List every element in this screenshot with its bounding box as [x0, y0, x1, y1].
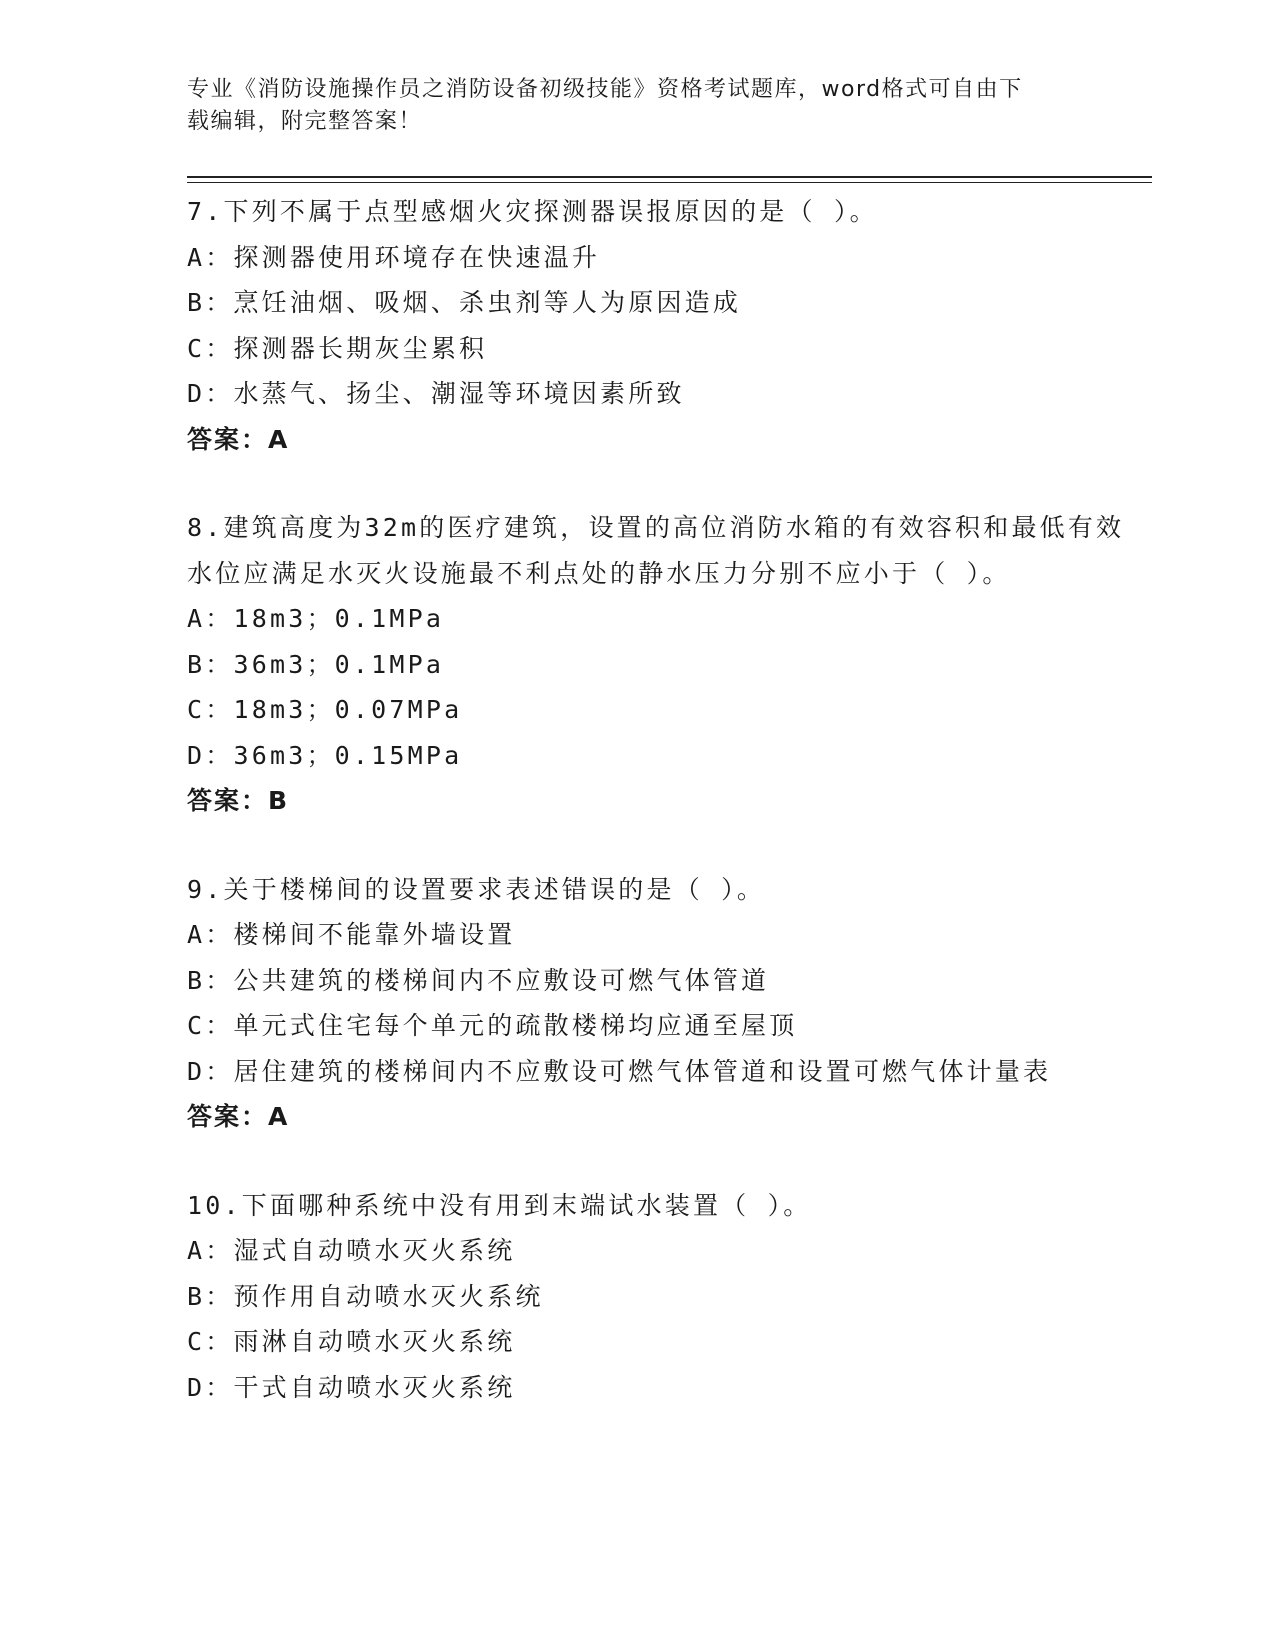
option-d: D：干式自动喷水灭火系统: [187, 1372, 516, 1402]
option-b: B：36m3；0.1MPa: [187, 649, 445, 679]
question-stem: 10.下面哪种系统中没有用到末端试水装置（ ）。: [187, 1190, 812, 1220]
option-c: C：雨淋自动喷水灭火系统: [187, 1327, 516, 1356]
question-spacer: [187, 824, 1127, 867]
question-10: [187, 1183, 1127, 1411]
header-divider-thick: [187, 176, 1152, 178]
question-stem: 7.下列不属于点型感烟火灾探测器误报原因的是（ ）。: [187, 197, 878, 226]
option-c: C：18m3；0.07MPa: [187, 695, 463, 724]
option-b: B：烹饪油烟、吸烟、杀虫剂等人为原因造成: [187, 288, 742, 317]
question-stem: 8.建筑高度为32m的医疗建筑，设置的高位消防水箱的有效容积和最低有效水位应满足水灭火设施最不利点处的静水压力分别不应小于（ ）。: [187, 513, 1125, 588]
question-spacer: [187, 462, 1127, 505]
option-a: A：湿式自动喷水灭火系统: [187, 1236, 516, 1265]
question-stem: 9.关于楼梯间的设置要求表述错误的是（ ）。: [187, 874, 766, 904]
document-header: [187, 74, 1067, 138]
option-a: A：18m3；0.1MPa: [187, 604, 445, 633]
question-7: [187, 189, 1127, 462]
question-list: [187, 189, 1127, 1410]
header-line-1: 专业《消防设施操作员之消防设备初级技能》资格考试题库，word格式可自由下: [187, 77, 1023, 102]
answer-label: 答案：A: [187, 1102, 290, 1131]
answer-label: 答案：B: [187, 786, 290, 815]
option-a: A：楼梯间不能靠外墙设置: [187, 920, 516, 949]
question-8: [187, 505, 1127, 824]
option-a: A：探测器使用环境存在快速温升: [187, 242, 601, 272]
option-c: C：单元式住宅每个单元的疏散楼梯均应通至屋顶: [187, 1011, 798, 1040]
option-d: D：居住建筑的楼梯间内不应敷设可燃气体管道和设置可燃气体计量表: [187, 1056, 1052, 1086]
question-spacer: [187, 1140, 1127, 1183]
option-d: D：36m3；0.15MPa: [187, 740, 463, 770]
header-divider-thin: [187, 182, 1152, 183]
header-line-2: 载编辑，附完整答案！: [187, 109, 423, 134]
answer-label: 答案：A: [187, 424, 290, 454]
option-c: C：探测器长期灰尘累积: [187, 333, 488, 363]
option-b: B：公共建筑的楼梯间内不应敷设可燃气体管道: [187, 965, 770, 995]
option-d: D：水蒸气、扬尘、潮湿等环境因素所致: [187, 379, 685, 408]
question-9: [187, 867, 1127, 1140]
option-b: B：预作用自动喷水灭火系统: [187, 1281, 544, 1311]
